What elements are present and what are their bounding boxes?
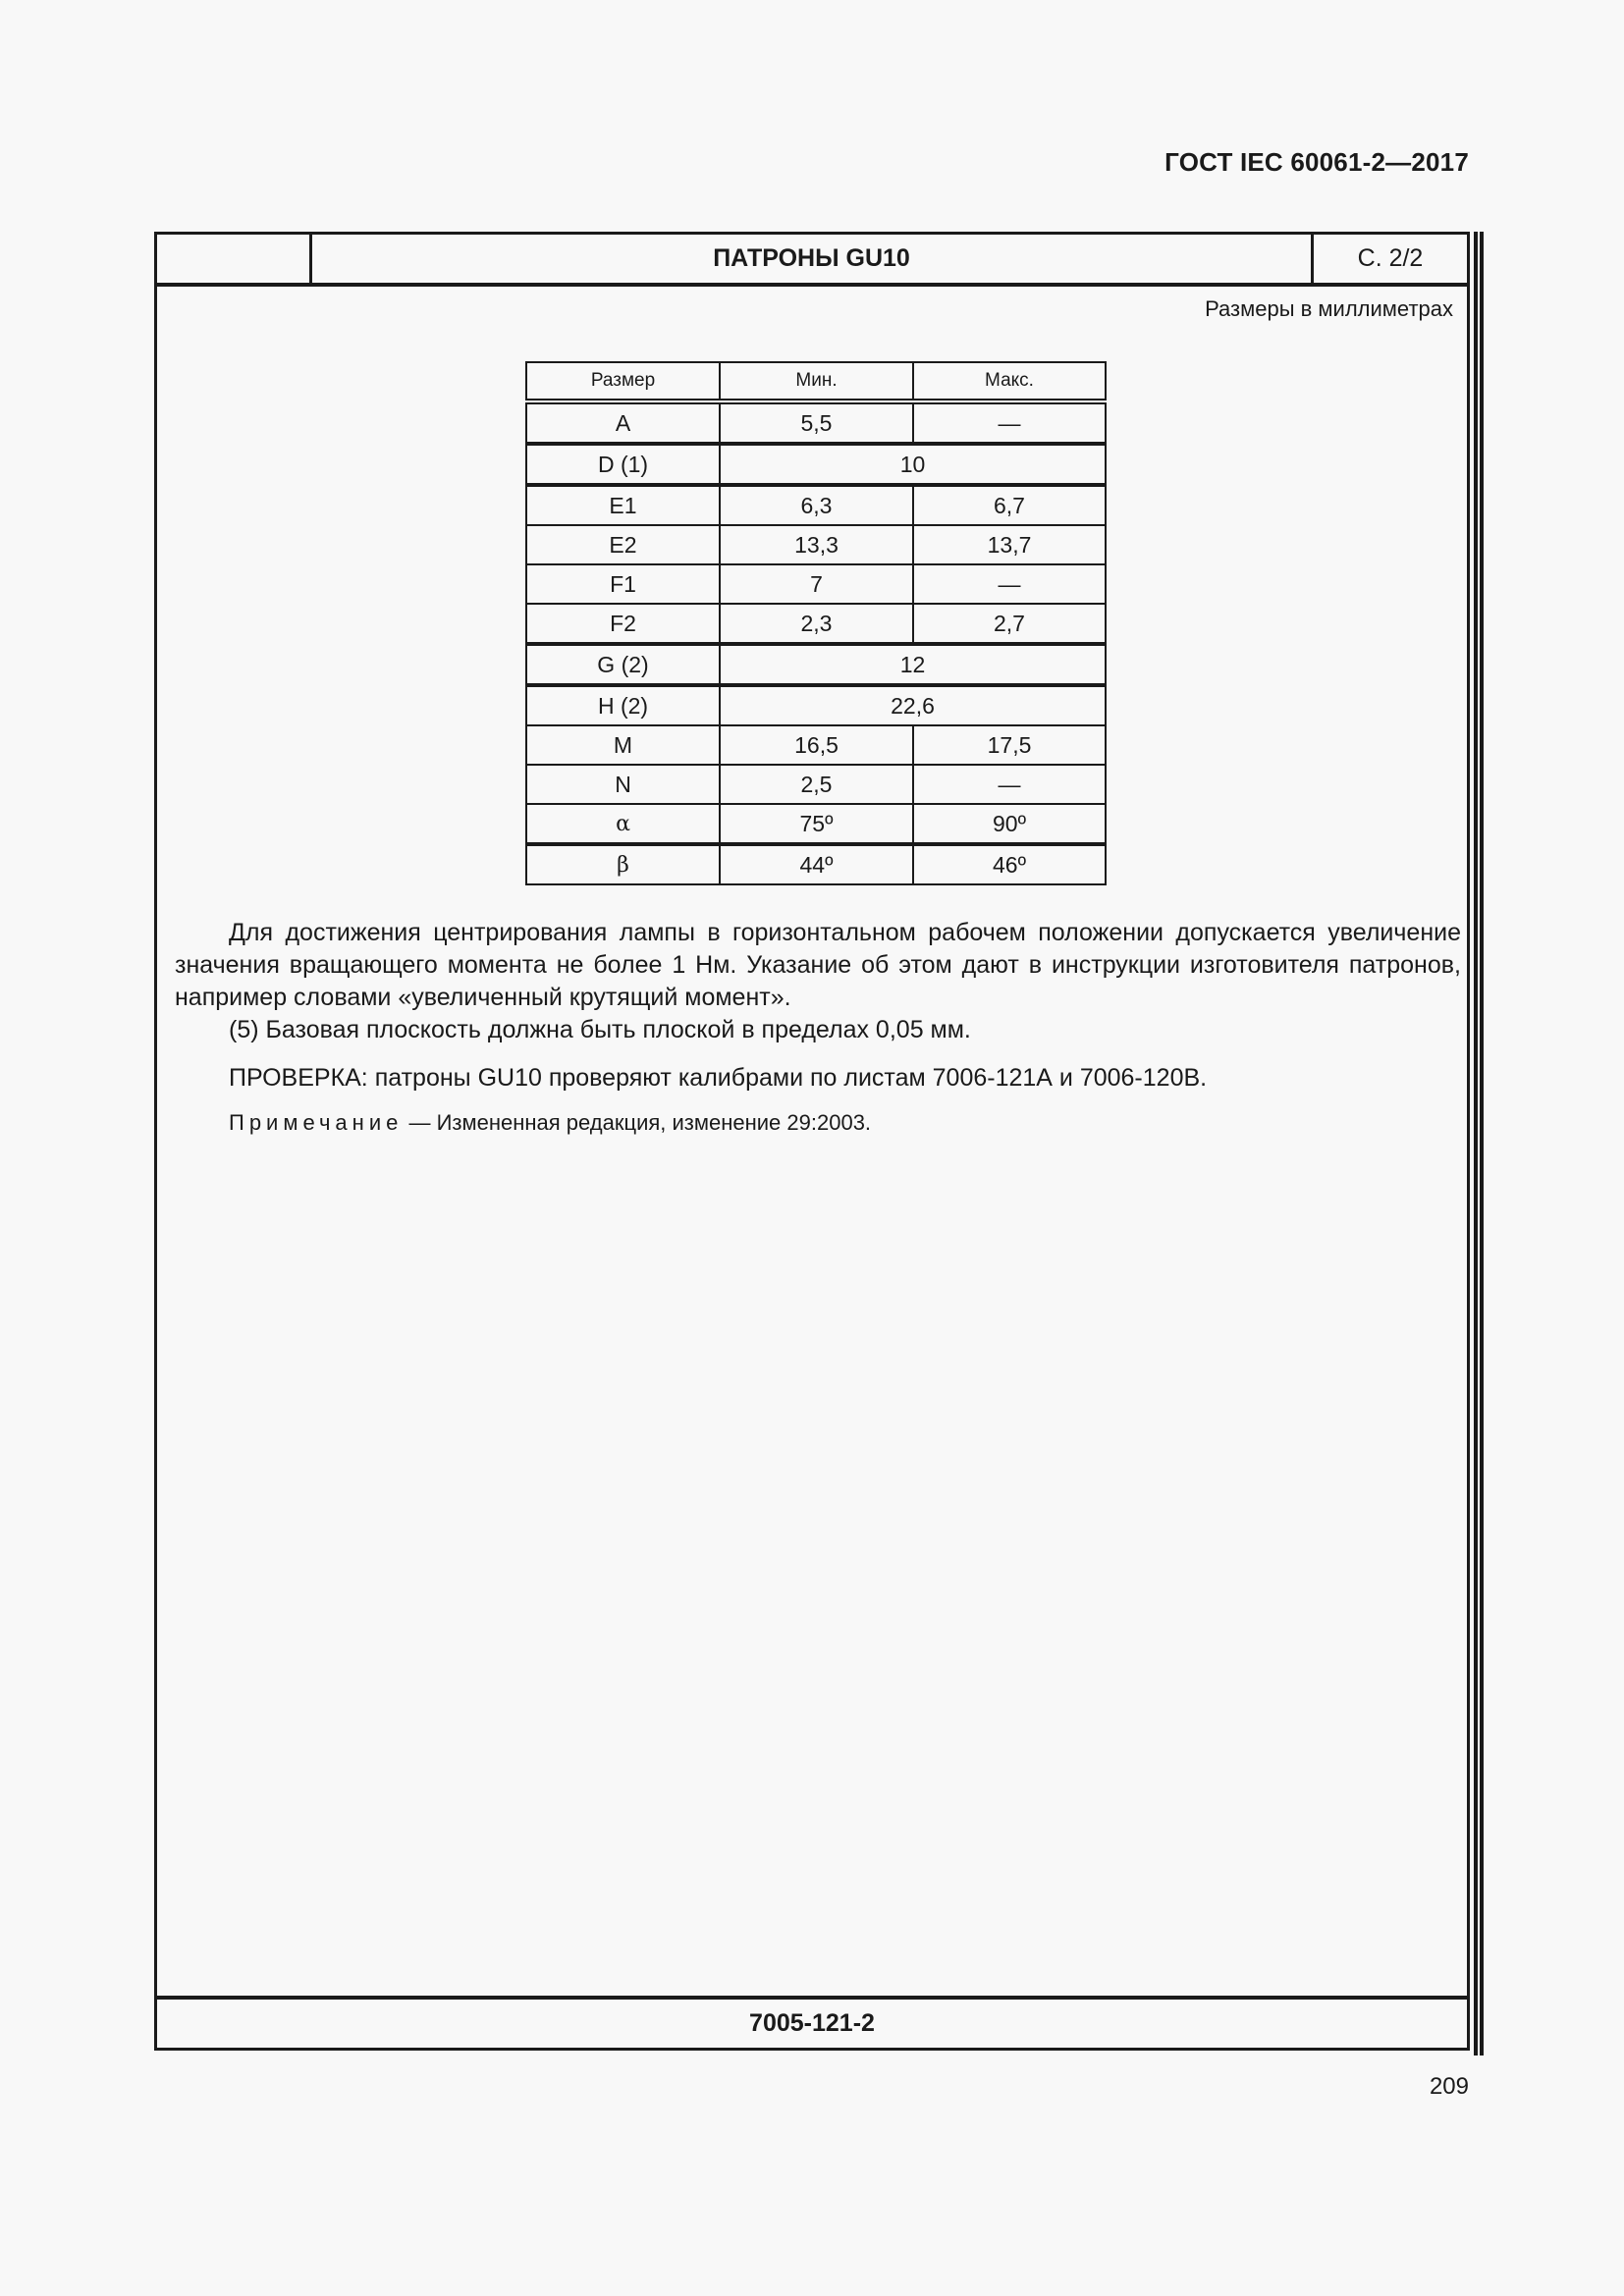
table-row [526, 725, 1106, 765]
cell-min: 16,5 [720, 725, 913, 765]
dimensions-table [525, 361, 1107, 885]
sheet-frame [154, 232, 1470, 2051]
cell-max: — [913, 765, 1106, 804]
cell-dim: D (1) [526, 444, 720, 485]
sheet-header [157, 235, 1467, 287]
cell-dim: E2 [526, 525, 720, 564]
paragraph-check: ПРОВЕРКА: патроны GU10 проверяют калибрами по листам 7006-121А и 7006-120В. [229, 1064, 1208, 1092]
cell-dim: β [526, 844, 720, 884]
note-text: Измененная редакция, изменение 29:2003. [436, 1110, 872, 1135]
cell-value: 22,6 [720, 685, 1106, 725]
column-header-min: Мин. [720, 362, 913, 401]
cell-dim: G (2) [526, 644, 720, 685]
body-text [175, 917, 1461, 1139]
paragraph-torque: Для достижения центрирования лампы в горизонтальном рабочем положении допускается увеличение значения вращающего момента не более 1 Нм. Указание об этом дают в инструкции изготовителя патронов, например словами «увеличенный крутящий момент». [175, 919, 1461, 1011]
cell-max: 17,5 [913, 725, 1106, 765]
cell-max: — [913, 401, 1106, 444]
table-row [526, 685, 1106, 725]
table-row [526, 485, 1106, 525]
cell-max: 46º [913, 844, 1106, 884]
table-header-row [526, 362, 1106, 401]
table-row [526, 644, 1106, 685]
cell-dim: α [526, 804, 720, 844]
cell-min: 2,3 [720, 604, 913, 644]
cell-min: 13,3 [720, 525, 913, 564]
cell-min: 75º [720, 804, 913, 844]
header-blank-cell [157, 235, 312, 283]
cell-dim: F1 [526, 564, 720, 604]
cell-dim: E1 [526, 485, 720, 525]
table-row [526, 765, 1106, 804]
cell-min: 44º [720, 844, 913, 884]
cell-value: 10 [720, 444, 1106, 485]
paragraph-reference-plane: (5) Базовая плоскость должна быть плоской в пределах 0,05 мм. [229, 1016, 971, 1043]
table-row [526, 804, 1106, 844]
table-row [526, 525, 1106, 564]
note-dash: — [403, 1110, 437, 1135]
note [175, 1106, 1461, 1139]
table-row [526, 844, 1106, 884]
cell-max: 2,7 [913, 604, 1106, 644]
cell-dim: N [526, 765, 720, 804]
sheet-title: ПАТРОНЫ GU10 [312, 235, 1314, 283]
document-code: ГОСТ IEC 60061-2—2017 [1164, 147, 1469, 177]
cell-dim: M [526, 725, 720, 765]
cell-max: 90º [913, 804, 1106, 844]
table-row [526, 444, 1106, 485]
column-header-size: Размер [526, 362, 720, 401]
column-header-max: Макс. [913, 362, 1106, 401]
cell-min: 7 [720, 564, 913, 604]
sheet-page-label: С. 2/2 [1357, 244, 1424, 272]
cell-min: 2,5 [720, 765, 913, 804]
cell-value: 12 [720, 644, 1106, 685]
frame-edge-bar [1474, 232, 1478, 2056]
note-label: Примечание [229, 1110, 404, 1135]
cell-max: 13,7 [913, 525, 1106, 564]
page-number: 209 [1429, 2073, 1469, 2100]
cell-max: — [913, 564, 1106, 604]
sheet-number: 7005-121-2 [157, 1996, 1467, 2048]
units-note: Размеры в миллиметрах [1205, 296, 1453, 321]
cell-dim: H (2) [526, 685, 720, 725]
frame-edge-bar [1480, 232, 1484, 2056]
cell-dim: A [526, 401, 720, 444]
cell-min: 5,5 [720, 401, 913, 444]
cell-min: 6,3 [720, 485, 913, 525]
table-row [526, 564, 1106, 604]
cell-dim: F2 [526, 604, 720, 644]
table-row [526, 401, 1106, 444]
table-row [526, 604, 1106, 644]
cell-max: 6,7 [913, 485, 1106, 525]
